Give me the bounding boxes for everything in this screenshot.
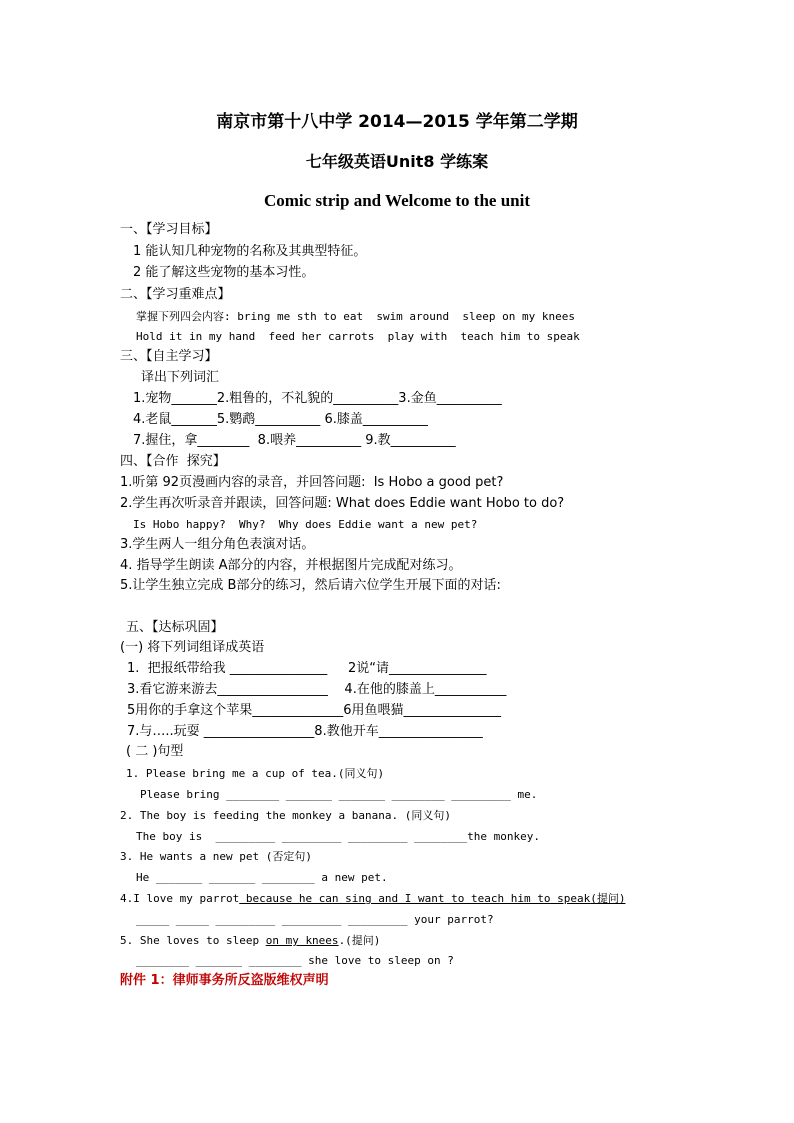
vocab-intro: 译出下列词汇 xyxy=(141,370,220,385)
sentence-4-underlined: because he can sing and I want to teach him to speak xyxy=(239,892,591,905)
part1-heading: (一) 将下列词组译成英语 xyxy=(120,640,265,655)
objective-2: 2 能了解这些宠物的基本习性。 xyxy=(133,265,315,280)
activity-2: 2.学生再次听录音并跟读，回答问题: What does Eddie want Hobo to do? xyxy=(120,496,565,511)
sentence-5 xyxy=(120,933,380,949)
section4-heading: 四、【合作 探究】 xyxy=(120,454,226,469)
section5-heading: 五、【达标巩固】 xyxy=(126,620,224,635)
activity-2-questions: Is Hobo happy? Why? Why does Eddie want a new pet? xyxy=(133,518,478,531)
activity-4: 4. 指导学生朗读 A部分的内容，并根据图片完成配对练习。 xyxy=(120,558,462,573)
sentence-4-blanks: _____ _____ _________ _________ _________ your parrot? xyxy=(136,913,494,926)
phrase-row-2: 3.看它游来游去_________________ 4.在他的膝盖上___________ xyxy=(127,682,507,697)
section2-heading: 二、【学习重难点】 xyxy=(120,287,231,302)
sentence-4-task: (提问) xyxy=(590,892,626,905)
key-points-line2: Hold it in my hand feed her carrots play with teach him to speak xyxy=(136,330,580,343)
sentence-5-start: 5. She loves to sleep xyxy=(120,934,266,947)
attachment-notice: 附件 1：律师事务所反盗版维权声明 xyxy=(120,973,329,988)
sentence-1: 1. Please bring me a cup of tea.(同义句) xyxy=(126,767,385,780)
objective-1: 1 能认知几种宠物的名称及其典型特征。 xyxy=(133,244,367,259)
sentence-5-task: .(提问) xyxy=(338,934,381,947)
section1-heading: 一、【学习目标】 xyxy=(120,222,218,237)
page-title: 南京市第十八中学 2014—2015 学年第二学期 xyxy=(216,112,578,132)
unit-title: Comic strip and Welcome to the unit xyxy=(263,191,530,210)
activity-5: 5.让学生独立完成 B部分的练习，然后请六位学生开展下面的对话: xyxy=(120,578,501,593)
phrase-row-1: 1. 把报纸带给我 _______________ 2说“请_______________ xyxy=(127,661,487,676)
phrase-row-4: 7.与…..玩耍 _________________8.教他开车________________ xyxy=(127,724,483,739)
phrase-row-3: 5用你的手拿这个苹果______________6用鱼喂猫_______________ xyxy=(127,703,502,718)
sentence-1-blanks: Please bring ________ _______ _______ ________ _________ me. xyxy=(140,788,538,801)
activity-3: 3.学生两人一组分角色表演对话。 xyxy=(120,537,315,552)
key-points-line1: 掌握下列四会内容: bring me sth to eat swim around sleep on my knees xyxy=(136,310,575,323)
part2-heading: ( 二 )句型 xyxy=(126,744,184,759)
page-subtitle: 七年级英语Unit8 学练案 xyxy=(305,152,489,171)
vocab-row-2: 4.老鼠_______5.鹦鹉__________ 6.膝盖__________ xyxy=(133,412,428,427)
sentence-2-blanks: The boy is _________ _________ _________ ________the monkey. xyxy=(136,830,540,843)
section3-heading: 三、【自主学习】 xyxy=(120,349,218,364)
vocab-row-1: 1.宠物_______2.粗鲁的，不礼貌的__________3.金鱼__________ xyxy=(133,391,502,406)
sentence-5-underlined: on my knees xyxy=(265,934,339,947)
vocab-row-3: 7.握住，拿________ 8.喂养__________ 9.教__________ xyxy=(133,433,456,448)
activity-1: 1.听第 92页漫画内容的录音，并回答问题: Is Hobo a good pet? xyxy=(120,475,504,490)
sentence-4-start: 4.I love my parrot xyxy=(120,892,240,905)
sentence-2: 2. The boy is feeding the monkey a banana. (同义句) xyxy=(120,809,452,822)
sentence-5-blanks: ________ _______ ________ she love to sleep on ? xyxy=(136,954,454,967)
sentence-3-blanks: He _______ _______ ________ a new pet. xyxy=(136,871,388,884)
sentence-4 xyxy=(120,891,625,907)
sentence-3: 3. He wants a new pet (否定句) xyxy=(120,850,312,863)
